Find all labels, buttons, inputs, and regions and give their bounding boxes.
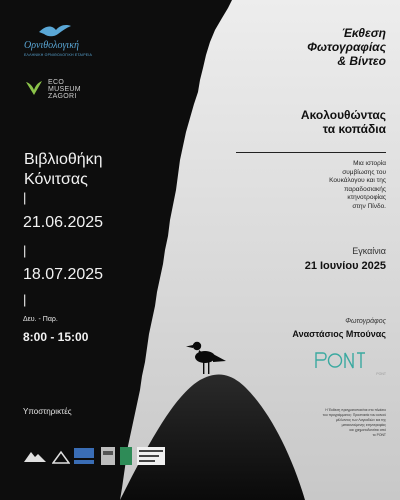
- credit-line-3: μέλλοντος των Λαγκαδιών και της: [335, 418, 386, 422]
- pont-logo-text: PONT: [376, 372, 386, 376]
- subject-title-line-2: τα κοπάδια: [322, 122, 386, 136]
- start-date: 21.06.2025: [23, 214, 104, 231]
- opening-days: Δευ. - Παρ.: [23, 316, 58, 323]
- eco-museum-name: [48, 79, 81, 100]
- description-line-1: Μια ιστορία: [353, 160, 386, 167]
- title-divider: [236, 152, 386, 153]
- opening-hours: 8:00 - 15:00: [23, 330, 89, 344]
- description-line-6: στην Πίνδο.: [352, 202, 386, 210]
- sponsor-logo-4-icon: [100, 446, 116, 466]
- ornithological-society-subtitle: ΕΛΛΗΝΙΚΗ ΟΡΝΙΘΟΛΟΓΙΚΗ ΕΤΑΙΡΕΙΑ: [24, 53, 93, 57]
- ornithological-society-name: Ορνιθολογική: [24, 40, 79, 51]
- sponsor-logo-5-icon: [119, 446, 133, 466]
- subject-title-line-1: Ακολουθώντας: [300, 108, 386, 122]
- end-date: 18.07.2025: [23, 266, 104, 283]
- venue-line-2: Κόνιτσας: [24, 171, 88, 188]
- description-line-4: παραδοσιακής: [343, 185, 386, 193]
- exhibition-title: [307, 26, 386, 68]
- eco-line-2: MUSEUM: [48, 86, 81, 93]
- description-line-2: συμβίωσης του: [342, 168, 386, 176]
- funding-credit: [323, 408, 386, 438]
- opening-date: 21 Ιουνίου 2025: [304, 260, 386, 272]
- eco-leaf-icon: [24, 78, 44, 98]
- bird-logo-icon: [38, 22, 72, 40]
- photographer-name: Αναστάσιος Μπούνας: [292, 329, 386, 339]
- eco-line-3: ZAGORI: [48, 93, 77, 100]
- separator-3: |: [23, 292, 27, 307]
- description-line-3: Κουκάλογου και της: [329, 177, 386, 184]
- opening-label: Εγκαίνια: [352, 246, 386, 256]
- sponsor-logo-1-icon: [22, 448, 48, 464]
- exhibition-title-line-2: Φωτογραφίας: [307, 40, 386, 54]
- separator-2: |: [23, 243, 27, 258]
- photographer-label: Φωτογράφος: [345, 318, 386, 325]
- exhibition-title-line-1: Έκθεση: [341, 26, 386, 40]
- subject-title: [301, 108, 386, 136]
- sponsor-logo-2-icon: [52, 450, 70, 464]
- credit-line-6: το PONT: [372, 433, 386, 437]
- sponsor-logo-6-icon: [136, 446, 166, 466]
- description: [329, 160, 386, 211]
- separator-1: |: [23, 190, 27, 205]
- credit-line-5: και χρηματοδοτείται από: [349, 428, 386, 432]
- credit-line-2: του προγράμματος: Προστασία του κοινού: [322, 413, 386, 417]
- unesco-logo-icon: [72, 446, 96, 466]
- exhibition-title-line-3: & Βίντεο: [337, 54, 386, 68]
- description-line-5: κτηνοτροφίας: [347, 194, 386, 201]
- venue-line-1: Βιβλιοθήκη: [24, 151, 103, 168]
- eco-line-1: ECO: [48, 79, 65, 86]
- credit-line-4: μετακινούμενης κτηνοτροφίας: [341, 423, 386, 427]
- credit-line-1: Η Έκθεση πραγματοποιείται στο πλαίσιο: [325, 408, 386, 412]
- venue-name: [24, 150, 103, 190]
- pont-logo-icon: [314, 350, 366, 370]
- sponsors-label: Υποστηρικτές: [23, 407, 72, 416]
